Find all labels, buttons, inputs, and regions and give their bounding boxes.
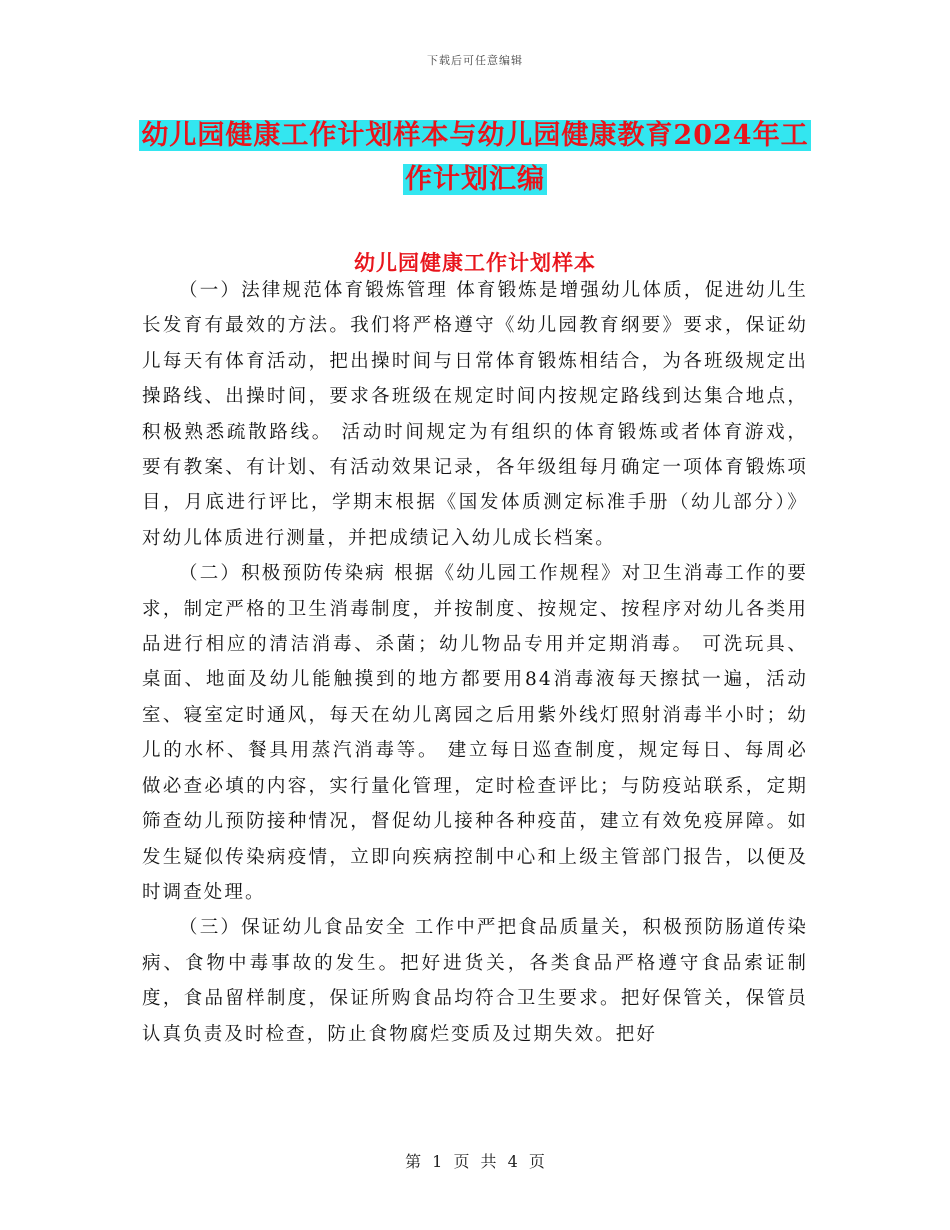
paragraph-food-safety: （三）保证幼儿食品安全 工作中严把食品质量关，积极预防肠道传染病、食物中毒事故的发生。把好进货关，各类食品严格遵守食品索证制度，食品留样制度，保证所购食品均符合卫生要求。把好保管关，保管员认真负责及时检查，防止食物腐烂变质及过期失效。把好 (142, 917, 808, 1045)
paragraph-sports: （一）法律规范体育锻炼管理 体育锻炼是增强幼儿体质，促进幼儿生长发育有最效的方法。我们将严格遵守《幼儿园教育纲要》要求，保证幼儿每天有体育活动，把出操时间与日常体育锻炼相结合，为各班级规定出操路线、出操时间，要求各班级在规定时间内按规定路线到达集合地点，积极熟悉疏散路线。 活动时间规定为有组织的体育锻炼或者体育游戏，要有教案、有计划、有活动效果记录，各年级组每月确定一项体育锻炼项目，月底进行评比，学期末根据《国发体质测定标准手册（幼儿部分）》对幼儿体质进行测量，并把成绩记入幼儿成长档案。 (142, 280, 808, 549)
document-title-line-1 (0, 113, 950, 152)
page-number-footer: 第 1 页 共 4 页 (405, 1152, 545, 1171)
document-body (142, 273, 808, 1052)
document-title-text-2: 作计划汇编 (405, 164, 545, 195)
document-title-line-2 (0, 157, 950, 196)
paragraph-disease-prevention: （二）积极预防传染病 根据《幼儿园工作规程》对卫生消毒工作的要求，制定严格的卫生消毒制度，并按制度、按规定、按程序对幼儿各类用品进行相应的清洁消毒、杀菌；幼儿物品专用并定期消毒。 可洗玩具、桌面、地面及幼儿能触摸到的地方都要用84消毒液每天擦拭一遍，活动室、寝室定时通风，每天在幼儿离园之后用紫外线灯照射消毒半小时；幼儿的水杯、餐具用蒸汽消毒等。 建立每日巡查制度，规定每日、每周必做必查必填的内容，实行量化管理，定时检查评比；与防疫站联系，定期筛查幼儿预防接种情况，督促幼儿接种各种疫苗，建立有效免疫屏障。如发生疑似传染病疫情，立即向疾病控制中心和上级主管部门报告，以便及时调查处理。 (142, 563, 808, 903)
page-header-note: 下载后可任意编辑 (427, 54, 523, 67)
document-title-text-1: 幼儿园健康工作计划样本与幼儿园健康教育2024年工 (141, 120, 809, 151)
section-heading: 幼儿园健康工作计划样本 (354, 250, 596, 275)
